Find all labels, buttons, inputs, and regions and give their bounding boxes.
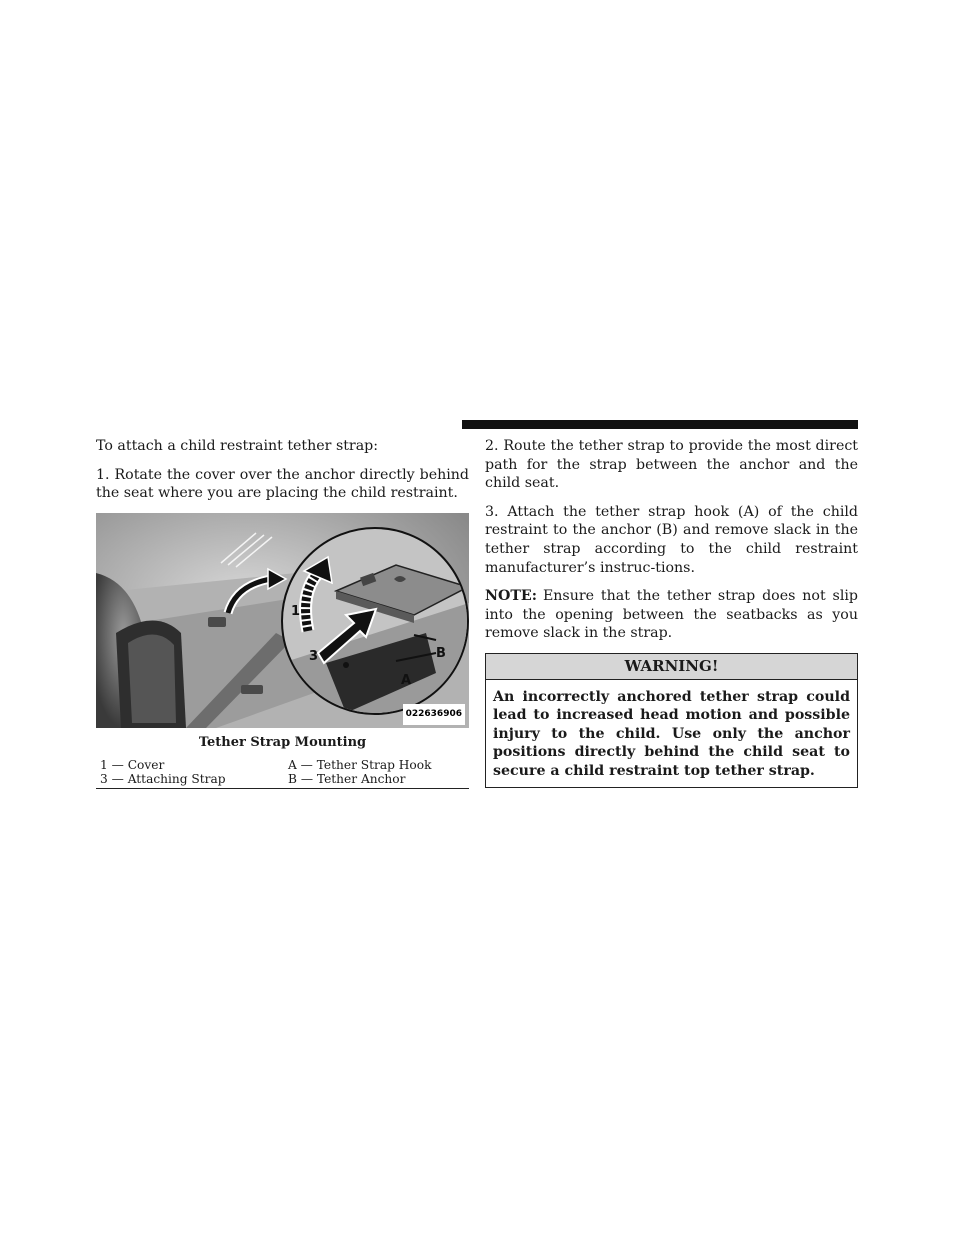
right-column (485, 437, 858, 788)
figure-caption: Tether Strap Mounting (198, 734, 367, 750)
step-2-text: 2. Route the tether strap to provide the most direct path for the strap between the anchor and the child seat. (485, 438, 858, 492)
warning-box (485, 653, 858, 788)
legend-item: 1 — Cover (100, 758, 165, 773)
warning-title: WARNING! (486, 654, 857, 680)
left-column (96, 437, 469, 789)
legend-item: B — Tether Anchor (288, 772, 406, 787)
figure-legend (96, 758, 469, 789)
intro-text: To attach a child restraint tether strap: (96, 438, 379, 454)
legend-item: 3 — Attaching Strap (100, 772, 226, 787)
tether-strap-illustration (96, 513, 469, 728)
figure-label-1: 1 (291, 603, 301, 619)
section-header-bar (462, 420, 858, 429)
legend-item: A — Tether Strap Hook (288, 758, 432, 773)
figure-label-b: B (436, 645, 446, 661)
legend-row (96, 772, 469, 786)
step-1-text: 1. Rotate the cover over the anchor directly behind the seat where you are placing the child restraint. (96, 466, 469, 502)
note-text: Ensure that the tether strap does not slip into the opening between the seatbacks as you remove slack in the strap. (485, 588, 858, 642)
figure-id: 022636906 (403, 704, 465, 725)
step-3-text: 3. Attach the tether strap hook (A) of the child restraint to the anchor (B) and remove slack in the tether strap according to the child restraint manufacturer’s instruc-tions. (485, 503, 858, 576)
note-label: NOTE: (485, 588, 537, 605)
figure-label-a: A (401, 672, 412, 688)
legend-row (96, 758, 469, 772)
tether-strap-figure (96, 513, 469, 728)
warning-body: An incorrectly anchored tether strap could lead to increased head motion and possible injury to the child. Use only the anchor positions directly behind the child seat to secure a child restraint top tether strap. (493, 688, 850, 779)
note-paragraph (485, 587, 858, 643)
figure-label-3: 3 (309, 648, 319, 664)
